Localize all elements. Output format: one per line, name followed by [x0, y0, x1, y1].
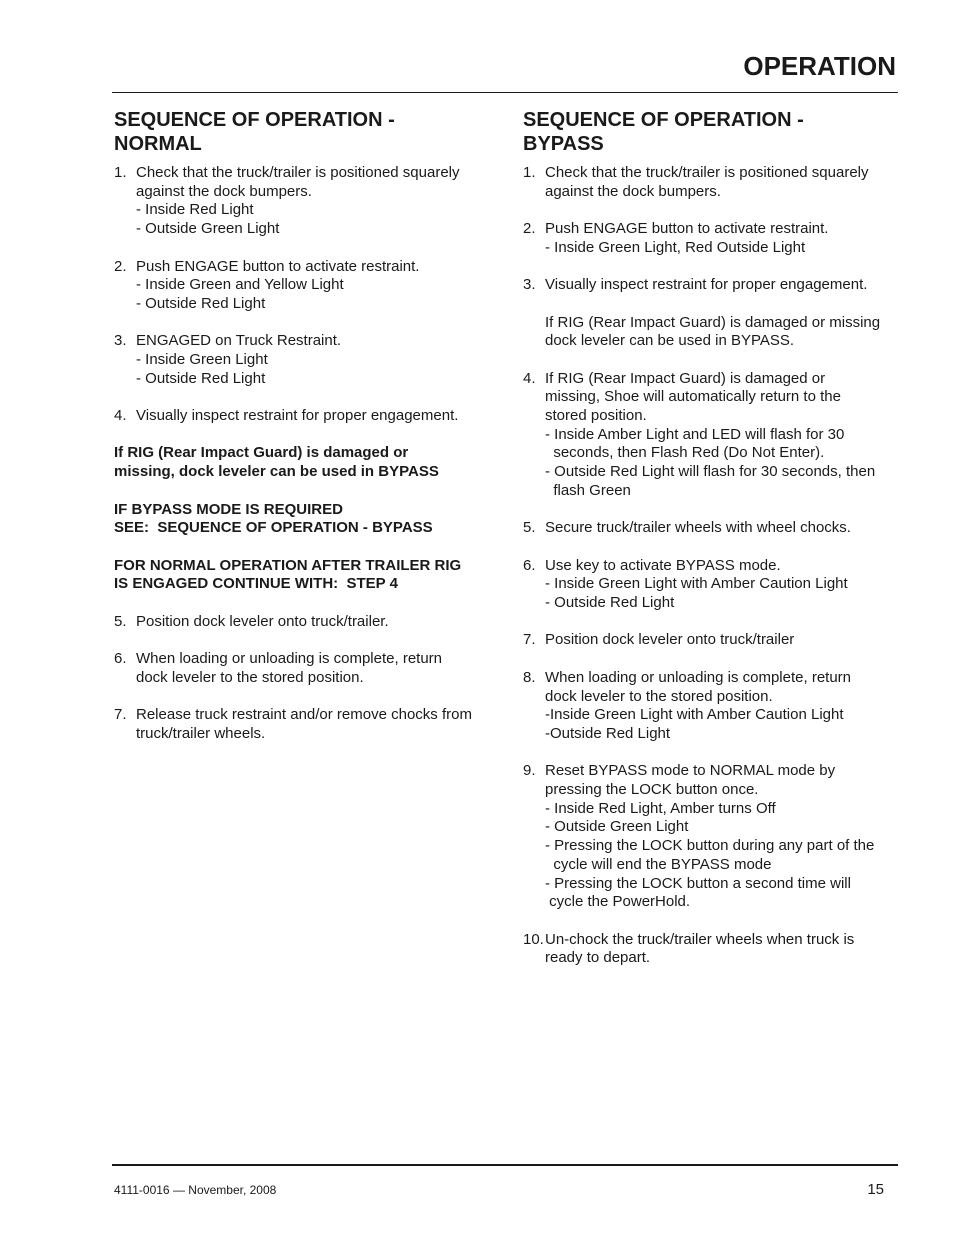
step-number: 3.: [523, 276, 536, 294]
text-line: - Outside Green Light: [136, 220, 280, 238]
title-line: SEQUENCE OF OPERATION -: [114, 109, 395, 131]
text-line: When loading or unloading is complete, return: [136, 650, 443, 668]
text-line: FOR NORMAL OPERATION AFTER TRAILER RIG: [114, 556, 462, 574]
text-line: Use key to activate BYPASS mode.: [545, 556, 781, 574]
step-number: 8.: [523, 668, 536, 686]
text-line: missing, Shoe will automatically return to the: [545, 388, 841, 406]
step-number: 4.: [114, 407, 127, 425]
step-item: [114, 706, 494, 743]
bypass-sequence-column: [523, 108, 903, 987]
text-line: - Inside Green Light, Red Outside Light: [545, 238, 806, 256]
step-item: [114, 613, 494, 632]
bypass-section-title: [523, 108, 823, 156]
text-line: against the dock bumpers.: [136, 182, 312, 200]
text-line: - Pressing the LOCK button a second time will: [545, 874, 851, 892]
text-line: Reset BYPASS mode to NORMAL mode by: [545, 762, 836, 780]
text-line: against the dock bumpers.: [545, 182, 721, 200]
text-line: missing, dock leveler can be used in BYPASS: [114, 463, 439, 481]
text-line: - Outside Red Light: [136, 294, 266, 312]
text-line: When loading or unloading is complete, return: [545, 668, 852, 686]
bypass-steps-list: [523, 164, 903, 968]
text-line: IS ENGAGED CONTINUE WITH: STEP 4: [114, 575, 398, 593]
text-line: dock leveler to the stored position.: [545, 687, 773, 705]
text-line: - Outside Red Light: [136, 369, 266, 387]
text-line: - Inside Green and Yellow Light: [136, 276, 344, 294]
text-line: pressing the LOCK button once.: [545, 781, 759, 799]
bold-note: [114, 444, 494, 481]
text-line: Check that the truck/trailer is positioned squarely: [136, 164, 460, 181]
title-line: SEQUENCE OF OPERATION -: [523, 109, 804, 131]
header-rule: [112, 92, 898, 93]
text-line: Push ENGAGE button to activate restraint.: [545, 220, 829, 238]
step-item: [523, 631, 903, 650]
text-line: dock leveler can be used in BYPASS.: [545, 332, 795, 350]
step-number: 3.: [114, 332, 127, 350]
text-line: - Outside Green Light: [545, 818, 689, 836]
step-item: [523, 669, 903, 744]
step-item: [523, 370, 903, 501]
step-number: 1.: [523, 164, 536, 181]
normal-sequence-column: [114, 108, 494, 762]
text-line: - Outside Red Light will flash for 30 seconds, then: [545, 463, 876, 481]
text-line: stored position.: [545, 407, 647, 425]
text-line: cycle the PowerHold.: [545, 893, 691, 911]
text-line: If RIG (Rear Impact Guard) is damaged or missing: [545, 313, 881, 331]
text-line: SEE: SEQUENCE OF OPERATION - BYPASS: [114, 519, 433, 537]
text-line: dock leveler to the stored position.: [136, 668, 364, 686]
document-id: 4111-0016 — November, 2008: [114, 1183, 277, 1197]
text-line: Visually inspect restraint for proper engagement.: [545, 276, 868, 294]
step-item: [523, 762, 903, 912]
step-item: [114, 650, 494, 687]
title-line: NORMAL: [114, 133, 202, 155]
step-number: 1.: [114, 164, 127, 181]
bold-note: [114, 557, 494, 594]
text-line: Release truck restraint and/or remove chocks from: [136, 706, 472, 724]
text-line: Check that the truck/trailer is positioned squarely: [545, 164, 869, 181]
note-paragraph: [523, 314, 903, 351]
text-line: seconds, then Flash Red (Do Not Enter).: [545, 444, 825, 462]
text-line: -Outside Red Light: [545, 724, 671, 742]
text-line: - Inside Amber Light and LED will flash for 30: [545, 425, 845, 443]
text-line: Position dock leveler onto truck/trailer.: [136, 612, 389, 630]
text-line: cycle will end the BYPASS mode: [545, 855, 772, 873]
bold-note: [114, 501, 494, 538]
step-item: [114, 258, 494, 314]
step-number: 9.: [523, 762, 536, 780]
step-item: [523, 164, 903, 201]
step-number: 7.: [114, 706, 127, 724]
text-line: - Inside Green Light: [136, 351, 268, 368]
step-number: 5.: [114, 612, 127, 630]
text-line: truck/trailer wheels.: [136, 724, 266, 742]
text-line: - Inside Green Light with Amber Caution Light: [545, 575, 848, 593]
step-item: [523, 557, 903, 613]
title-line: BYPASS: [523, 133, 604, 155]
step-item: [523, 931, 903, 968]
step-item: [114, 164, 494, 239]
page-header-title: OPERATION: [743, 51, 896, 81]
step-number: 5.: [523, 519, 536, 537]
text-line: Visually inspect restraint for proper engagement.: [136, 407, 459, 425]
step-number: 7.: [523, 631, 536, 649]
step-item: [523, 276, 903, 295]
page-number: 15: [867, 1181, 884, 1198]
step-number: 6.: [114, 650, 127, 668]
text-line: flash Green: [545, 481, 631, 499]
text-line: - Inside Red Light, Amber turns Off: [545, 799, 776, 817]
normal-section-title: [114, 108, 414, 156]
text-line: -Inside Green Light with Amber Caution Light: [545, 706, 844, 724]
text-line: IF BYPASS MODE IS REQUIRED: [114, 500, 343, 518]
normal-steps-list: [114, 164, 494, 744]
footer-rule: [112, 1164, 898, 1166]
text-line: Secure truck/trailer wheels with wheel chocks.: [545, 519, 851, 537]
text-line: Push ENGAGE button to activate restraint.: [136, 257, 420, 275]
text-line: If RIG (Rear Impact Guard) is damaged or: [545, 369, 826, 387]
step-number: 10.: [523, 930, 544, 948]
text-line: ENGAGED on Truck Restraint.: [136, 332, 342, 350]
text-line: - Inside Red Light: [136, 201, 254, 219]
step-number: 2.: [114, 257, 127, 275]
step-item: [114, 407, 494, 426]
text-line: - Pressing the LOCK button during any part of the: [545, 837, 875, 855]
text-line: If RIG (Rear Impact Guard) is damaged or: [114, 444, 409, 462]
text-line: ready to depart.: [545, 949, 651, 967]
text-line: Un-chock the truck/trailer wheels when truck is: [545, 930, 855, 948]
step-number: 2.: [523, 220, 536, 238]
step-item: [523, 220, 903, 257]
step-number: 4.: [523, 369, 536, 387]
text-line: Position dock leveler onto truck/trailer: [545, 631, 795, 649]
text-line: - Outside Red Light: [545, 594, 675, 612]
step-number: 6.: [523, 556, 536, 574]
step-item: [114, 332, 494, 388]
step-item: [523, 519, 903, 538]
